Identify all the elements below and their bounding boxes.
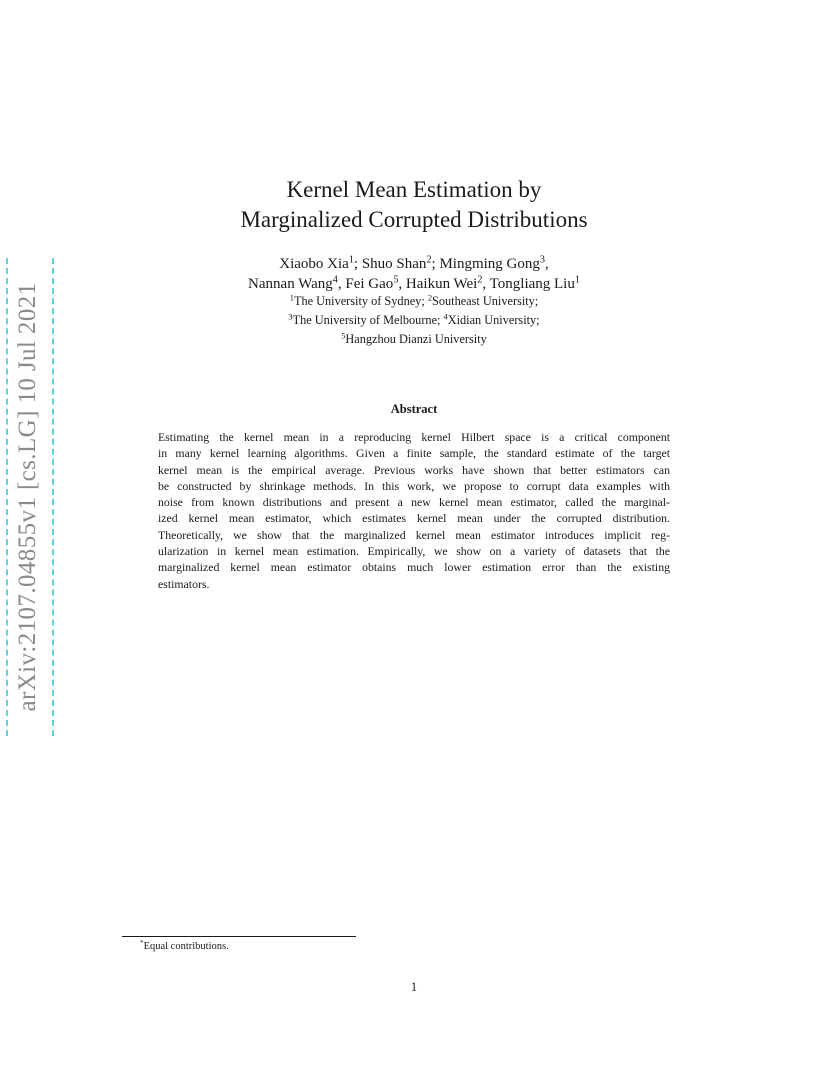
page-number: 1 [410, 980, 418, 994]
abstract-line: Estimating the kernel mean in a reproducing kernel Hilbert space is a critical component [158, 430, 670, 444]
affiliation-marker: 1 [289, 293, 294, 303]
footnote-text: Equal contributions. [143, 941, 229, 952]
abstract-line: noise from known distributions and present a new kernel mean estimator, called the marginal- [158, 495, 670, 510]
abstract-line: marginalized kernel mean estimator obtains much lower estimation error than the existing [158, 560, 670, 575]
author-name: Nannan Wang [248, 276, 333, 292]
affiliation-marker: 3 [288, 312, 293, 322]
author-name: Fei Gao [345, 276, 394, 292]
abstract-body [158, 429, 670, 592]
affiliation-name: Xidian University; [447, 313, 540, 327]
abstract-line: ized kernel mean estimator, which estimates kernel mean under the corrupted distribution. [158, 511, 670, 526]
author-affil-marker: 2 [477, 274, 483, 286]
author-affil-marker: 1 [574, 274, 580, 286]
authors-line-1 [0, 254, 828, 274]
author-separator: , [398, 276, 406, 292]
abstract-line: kernel mean is the empirical average. Previous works have shown that better estimators can [158, 462, 670, 477]
author-name: Mingming Gong [439, 256, 540, 272]
affiliation-marker: 5 [341, 331, 346, 341]
authors-line-2 [0, 274, 828, 294]
affiliations [0, 292, 828, 349]
author-name: Haikun Wei [405, 276, 478, 292]
abstract-line: in many kernel learning algorithms. Given a finite sample, the standard estimate of the target [158, 446, 670, 461]
affiliation-name: The University of Sydney; [293, 294, 428, 308]
author-affil-marker: 2 [426, 254, 432, 266]
author-separator: , [544, 256, 549, 272]
author-separator: ; [431, 256, 440, 272]
footnote-rule [122, 936, 356, 937]
affiliation-marker: 4 [443, 312, 448, 322]
affiliation-line [0, 330, 828, 349]
abstract-line: Theoretically, we show that the marginalized kernel mean estimator introduces implicit reg- [158, 527, 670, 542]
author-list [0, 254, 828, 294]
title-line-1: Kernel Mean Estimation by [286, 177, 542, 202]
affiliation-line [0, 292, 828, 311]
footnote-marker: * [140, 939, 144, 948]
author-name: Tongliang Liu [489, 276, 575, 292]
author-affil-marker: 3 [539, 254, 545, 266]
author-name: Shuo Shan [361, 256, 427, 272]
author-affil-marker: 4 [332, 274, 338, 286]
abstract-heading: Abstract [390, 402, 438, 416]
author-separator: ; [353, 256, 362, 272]
footnote [140, 941, 229, 952]
affiliation-marker: 2 [427, 293, 433, 303]
author-separator: , [337, 276, 346, 292]
abstract-line: estimators. [158, 576, 210, 591]
affiliation-name: Hangzhou Dianzi University [345, 332, 487, 346]
author-separator: , [482, 276, 490, 292]
abstract-line: ularization in kernel mean estimation. Empirically, we show on a variety of datasets that the [158, 544, 670, 559]
affiliation-name: The University of Melbourne; [292, 313, 444, 327]
title-line-2: Marginalized Corrupted Distributions [240, 207, 588, 232]
affiliation-name: Southeast University; [432, 294, 539, 308]
abstract-line: be constructed by shrinkage methods. In this work, we propose to corrupt data examples with [158, 478, 670, 493]
arxiv-identifier: arXiv:2107.04855v1 [cs.LG] 10 Jul 2021 [14, 282, 41, 712]
affiliation-line [0, 311, 828, 330]
author-name: Xiaobo Xia [279, 256, 349, 272]
author-affil-marker: 1 [348, 254, 354, 266]
author-affil-marker: 5 [393, 274, 399, 286]
paper-title [0, 175, 828, 235]
